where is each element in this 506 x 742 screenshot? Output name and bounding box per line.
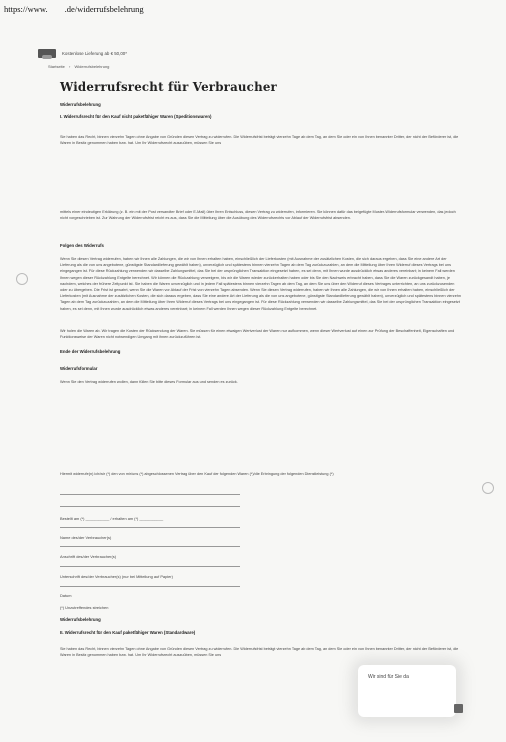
- folgen-end: Ende der Widerrufsbelehrung: [60, 349, 121, 354]
- page-title: Widerrufsrecht für Verbraucher: [60, 80, 277, 94]
- punch-hole-icon: [482, 482, 494, 494]
- breadcrumb-home[interactable]: Startseite: [48, 64, 65, 69]
- date-label: Datum: [60, 593, 72, 598]
- ordered-line[interactable]: [60, 527, 240, 528]
- ordered-received-label: Bestellt am (*) ___________ / erhalten am (*) ___________: [60, 516, 164, 521]
- folgen-paragraph-1: Wenn Sie diesen Vertrag widerrufen, haben wir Ihnen alle Zahlungen, die wir von Ihnen erhalten haben, einschließlich der Lieferkosten (mit Ausnahme der zusätzlichen Kosten, die sich daraus ergeben, dass Sie eine andere Art der Lieferung als die von uns angebotene, günstigste Standardlieferung gewählt haben), unverzüglich und spätestens binnen vierzehn Tagen ab dem Tag zurückzuzahlen, an dem die Mitteilung über Ihren Widerruf dieses Vertrags bei uns eingegangen ist. Für diese Rückzahlung verwenden wir dasselbe Zahlungsmittel, das Sie bei der ursprünglichen Transaktion eingesetzt haben, es sei denn, mit Ihnen wurde ausdrücklich etwas anderes vereinbart; in keinem Fall werden Ihnen wegen dieser Rückzahlung Entgelte berechnet. Wir können die Rückzahlung verweigern, bis wir die Waren wieder zurückerhalten haben oder bis Sie den Nachweis erbracht haben, dass Sie die Waren zurückgesandt haben, je nachdem, welches der frühere Zeitpunkt ist. Sie haben die Waren unverzüglich und in jedem Fall spätestens binnen vierzehn Tagen ab dem Tag, an dem Sie uns über den Widerruf dieses Vertrages unterrichten, an uns zurückzusenden oder zu übergeben. Die Frist ist gewahrt, wenn Sie die Waren vor Ablauf der Frist von vierzehn Tagen absenden. Wenn Sie diesen Vertrag widerrufen, haben wir Ihnen alle Zahlungen, die wir von Ihnen erhalten haben, einschließlich der Lieferkosten (mit Ausnahme der zusätzlichen Kosten, die sich daraus ergeben, dass Sie eine andere Art der Lieferung als die von uns angebotene, günstigste Standardlieferung gewählt haben), unverzüglich und spätestens binnen vierzehn Tagen ab dem Tag zurückzuzahlen, an dem die Mitteilung über Ihren Widerruf dieses Vertrags bei uns eingegangen ist. Für diese Rückzahlung verwenden wir dasselbe Zahlungsmittel, das Sie bei der ursprünglichen Transaktion eingesetzt haben, es sei denn, mit Ihnen wurde ausdrücklich etwas anderes vereinbart; in keinem Fall werden Ihnen wegen dieser Rückzahlung Entgelte berechnet.: [60, 257, 462, 311]
- section1-heading: I. Widerrufsrecht für den Kauf nicht paketfähiger Waren (Speditionswaren): [60, 114, 212, 119]
- chat-widget[interactable]: [358, 665, 456, 717]
- section2-heading: II. Widerrufsrecht für den Kauf paketfähiger Waren (Standardware): [60, 630, 196, 635]
- signature-label: Unterschrift des/der Verbraucher(s) (nur bei Mitteilung auf Papier): [60, 574, 173, 579]
- consumer-name-label: Name des/der Verbraucher(s): [60, 535, 112, 540]
- footnote-label: (*) Unzutreffendes streichen: [60, 605, 109, 610]
- section2-label: Widerrufsbelehrung: [60, 617, 101, 622]
- shipping-banner: [38, 49, 127, 58]
- breadcrumb-separator: ›: [69, 64, 71, 69]
- section1-paragraph-1: Sie haben das Recht, binnen vierzehn Tagen ohne Angabe von Gründen diesen Vertrag zu widerrufen. Die Widerrufsfrist beträgt vierzehn Tage ab dem Tag, an dem Sie oder ein von Ihnen benannter Dritter, der nicht der Beförderer ist, die Waren in Besitz genommen haben bzw. hat. Um Ihr Widerrufsrecht auszuüben, müssen Sie uns: [60, 135, 459, 146]
- shipping-banner-text: Kostenlose Lieferung ab € 50,00*: [62, 51, 127, 56]
- section1-label: Widerrufsbelehrung: [60, 102, 101, 107]
- truck-icon: [38, 49, 56, 58]
- name-line[interactable]: [60, 546, 240, 547]
- folgen-heading: Folgen des Widerrufs: [60, 243, 104, 248]
- chat-widget-label: Wir sind für Sie da: [368, 674, 409, 680]
- breadcrumb: [48, 64, 112, 69]
- consumer-address-label: Anschrift des/der Verbraucher(s): [60, 554, 117, 559]
- address-line[interactable]: [60, 566, 240, 567]
- goods-line-1[interactable]: [60, 494, 240, 495]
- breadcrumb-current: Widerrufsbelehrung: [74, 64, 110, 69]
- scroll-to-top-button[interactable]: [454, 704, 463, 713]
- punch-hole-icon: [16, 273, 28, 285]
- form-declaration: Hiermit widerrufe(n) ich/wir (*) den von mir/uns (*) abgeschlossenen Vertrag über den Kauf der folgenden Waren (*)/die Erbringung der folgenden Dienstleistung (*): [60, 472, 334, 476]
- signature-line[interactable]: [60, 586, 240, 587]
- form-heading: Widerrufsformular: [60, 366, 98, 371]
- folgen-paragraph-2: Wir holen die Waren ab. Wir tragen die Kosten der Rücksendung der Waren. Sie müssen für einen etwaigen Wertverlust der Waren nur aufkommen, wenn dieser Wertverlust auf einen zur Prüfung der Beschaffenheit, Eigenschaften und Funktionsweise der Waren nicht notwendigen Umgang mit ihnen zurückzuführen ist.: [60, 329, 455, 340]
- section1-paragraph-2: mittels einer eindeutigen Erklärung (z. B. ein mit der Post versandter Brief oder E-Mail) über Ihren Entschluss, diesen Vertrag zu widerrufen, informieren. Sie können dafür das beigefügte Muster-Widerrufsformular verwenden, das jedoch nicht vorgeschrieben ist. Zur Wahrung der Widerrufsfrist reicht es aus, dass Sie die Mitteilung über die Ausübung des Widerrufsrechts vor Ablauf der Widerrufsfrist absenden.: [60, 210, 456, 221]
- form-intro: Wenn Sie den Vertrag widerrufen wollen, dann füllen Sie bitte dieses Formular aus und senden es zurück.: [60, 380, 238, 384]
- browser-url[interactable]: https://www. .de/widerrufsbelehrung: [4, 4, 144, 14]
- goods-line-2[interactable]: [60, 506, 240, 507]
- section2-paragraph-1: Sie haben das Recht, binnen vierzehn Tagen ohne Angabe von Gründen diesen Vertrag zu widerrufen. Die Widerrufsfrist beträgt vierzehn Tage ab dem Tag, an dem Sie oder ein von Ihnen benannter Dritter, der nicht der Beförderer ist, die Waren in Besitz genommen haben bzw. hat. Um Ihr Widerrufsrecht auszuüben, müssen Sie uns: [60, 647, 459, 658]
